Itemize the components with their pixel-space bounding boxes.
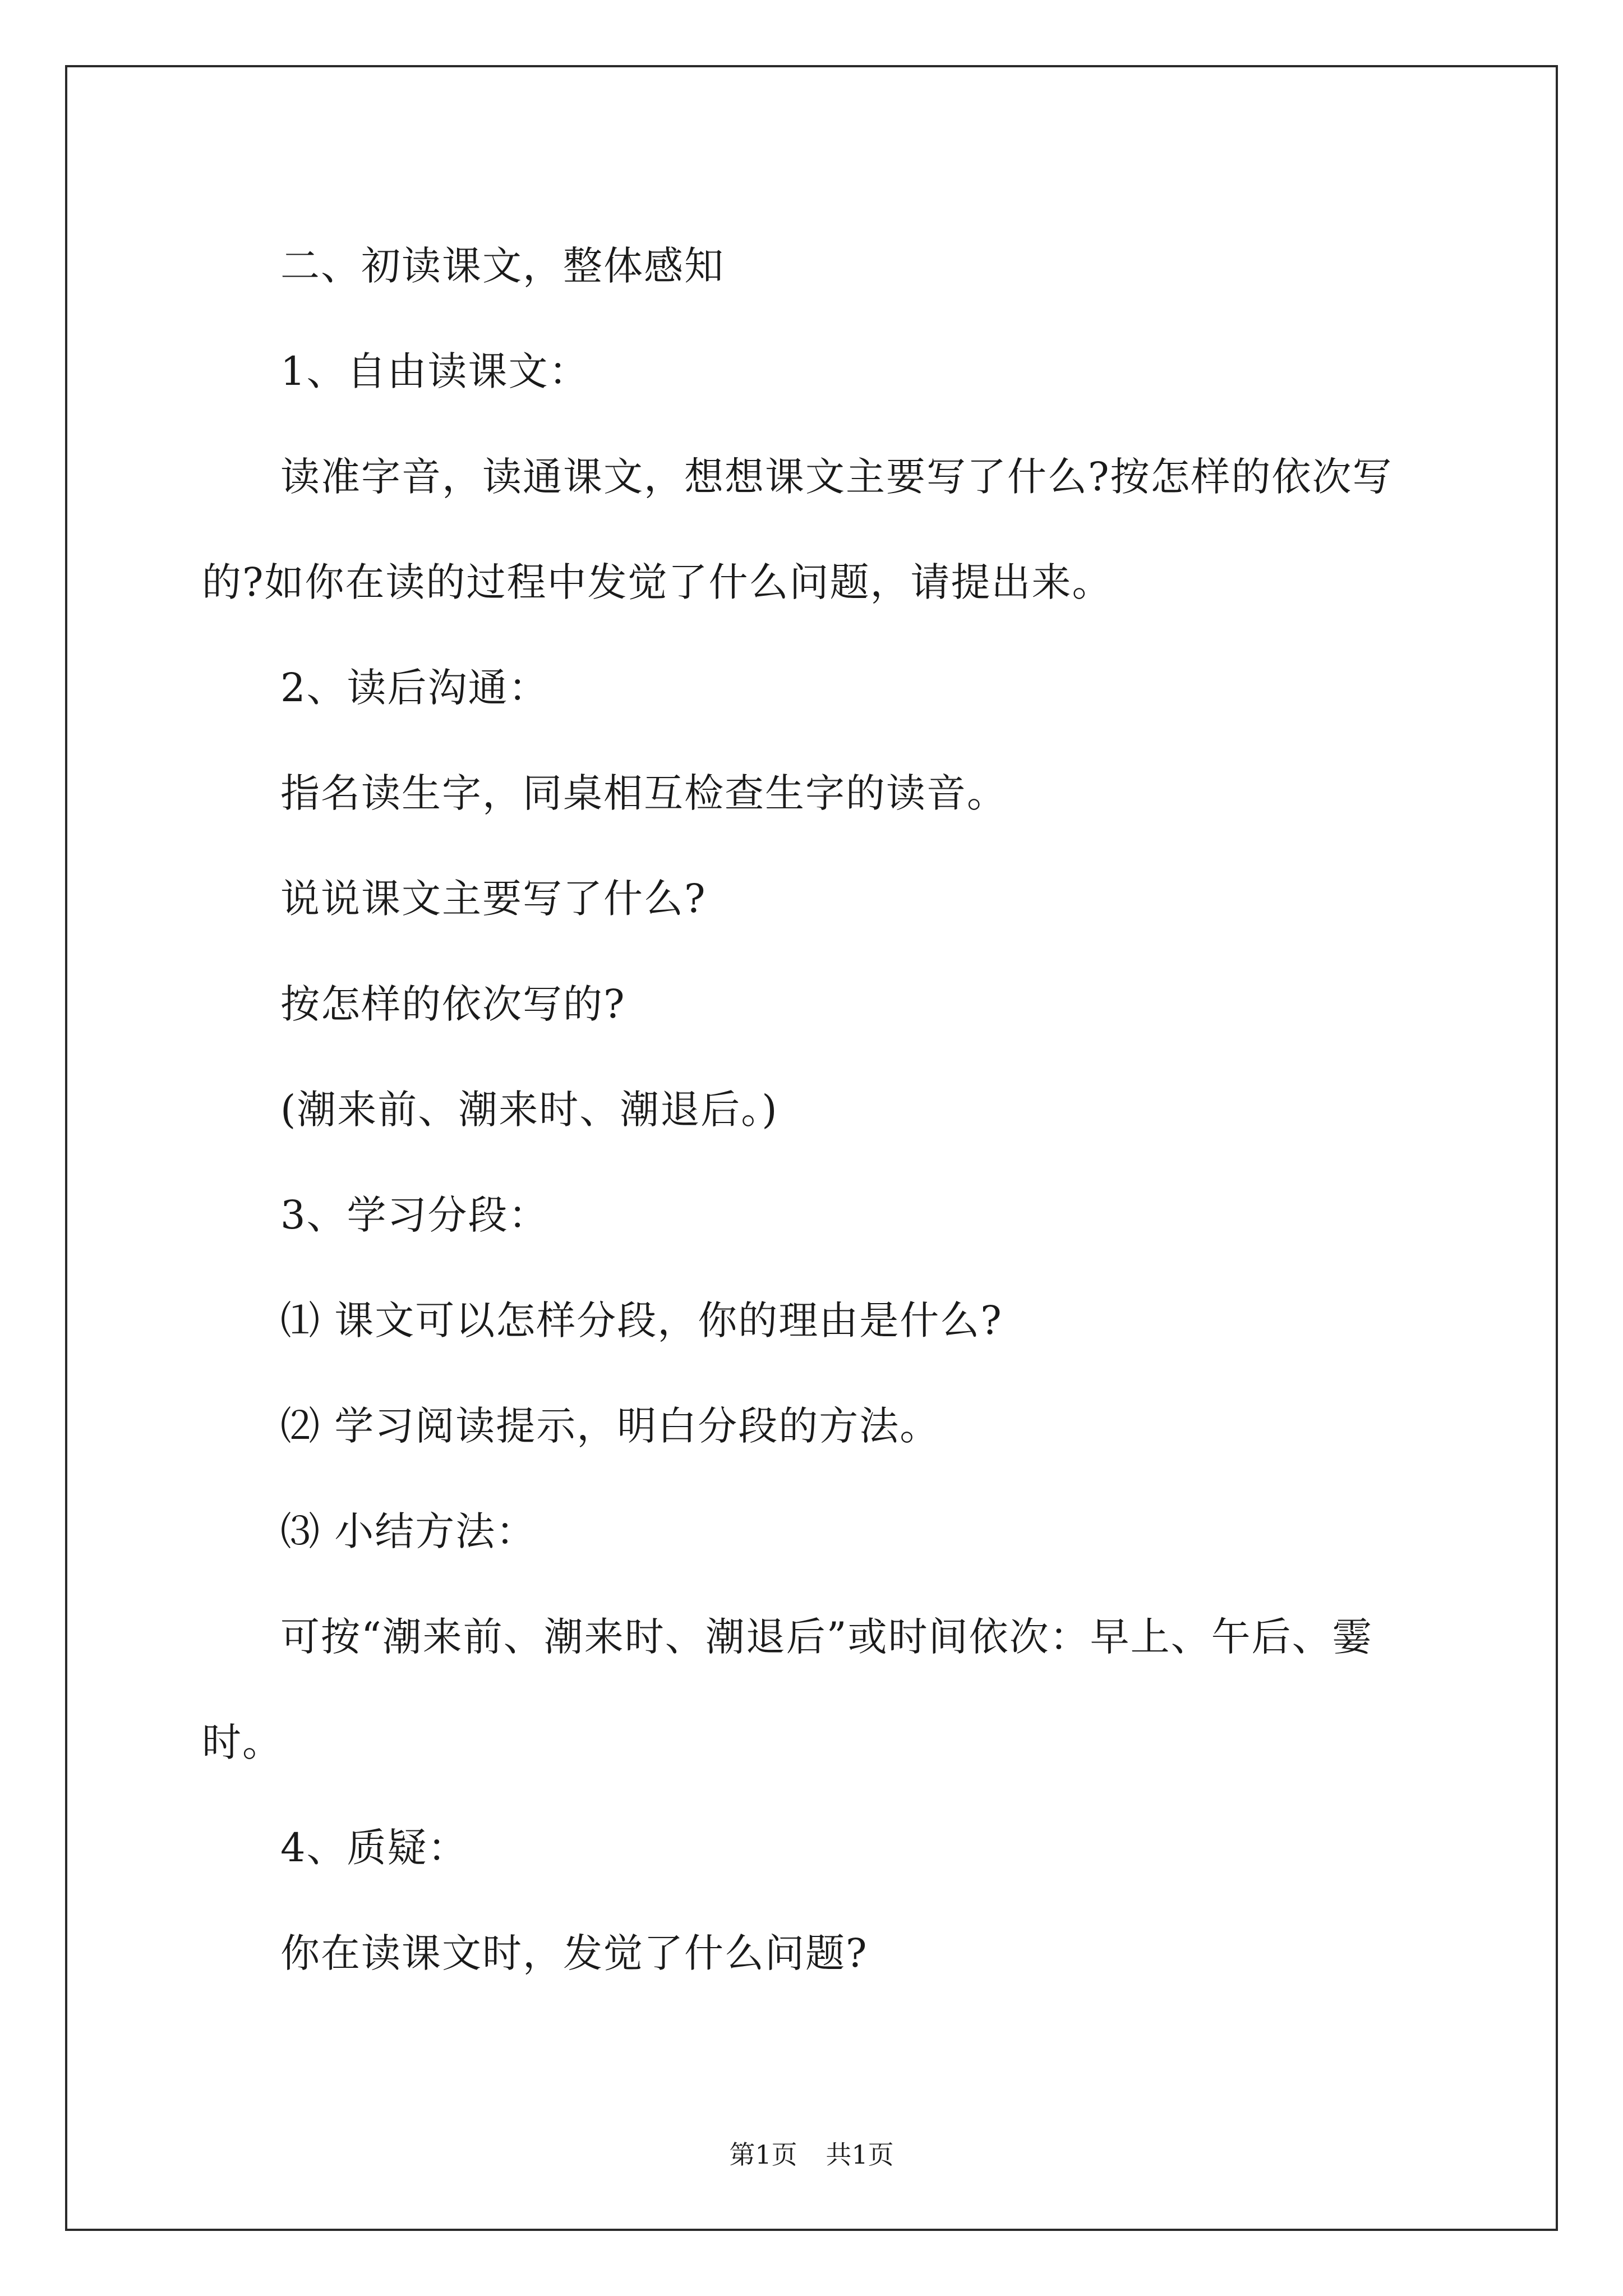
step-heading-3: 3、学习分段： <box>280 1192 549 1238</box>
list-item: ⑶ 小结方法： <box>280 1508 537 1554</box>
step-heading-1: 1、自由读课文： <box>280 348 589 394</box>
page-number-total: 共1页 <box>826 2139 894 2170</box>
list-item: ⑵ 学习阅读提示，明白分段的方法。 <box>280 1403 940 1449</box>
list-item: ⑴ 课文可以怎样分段，你的理由是什么? <box>280 1297 1003 1343</box>
paragraph: 可按“潮来前、潮来时、潮退后”或时间依次：早上、午后、霎时。 <box>202 1614 1373 1765</box>
paragraph: 说说课文主要写了什么? <box>280 876 707 922</box>
paragraph: (潮来前、潮来时、潮退后。) <box>280 1087 778 1133</box>
page-number-current: 第1页 <box>729 2139 797 2170</box>
paragraph: 读准字音，读通课文，想想课文主要写了什么?按怎样的依次写的?如你在读的过程中发觉了什么问题，请提出来。 <box>202 454 1393 605</box>
paragraph: 按怎样的依次写的? <box>280 981 626 1027</box>
step-heading-4: 4、质疑： <box>280 1825 468 1871</box>
paragraph: 你在读课文时，发觉了什么问题? <box>280 1930 868 1976</box>
section-heading: 二、初读课文，整体感知 <box>280 243 725 289</box>
step-heading-2: 2、读后沟通： <box>280 665 549 711</box>
paragraph: 指名读生字，同桌相互检查生字的读音。 <box>280 770 1007 816</box>
page-footer <box>0 2134 1623 2171</box>
document-body <box>202 213 1424 2006</box>
